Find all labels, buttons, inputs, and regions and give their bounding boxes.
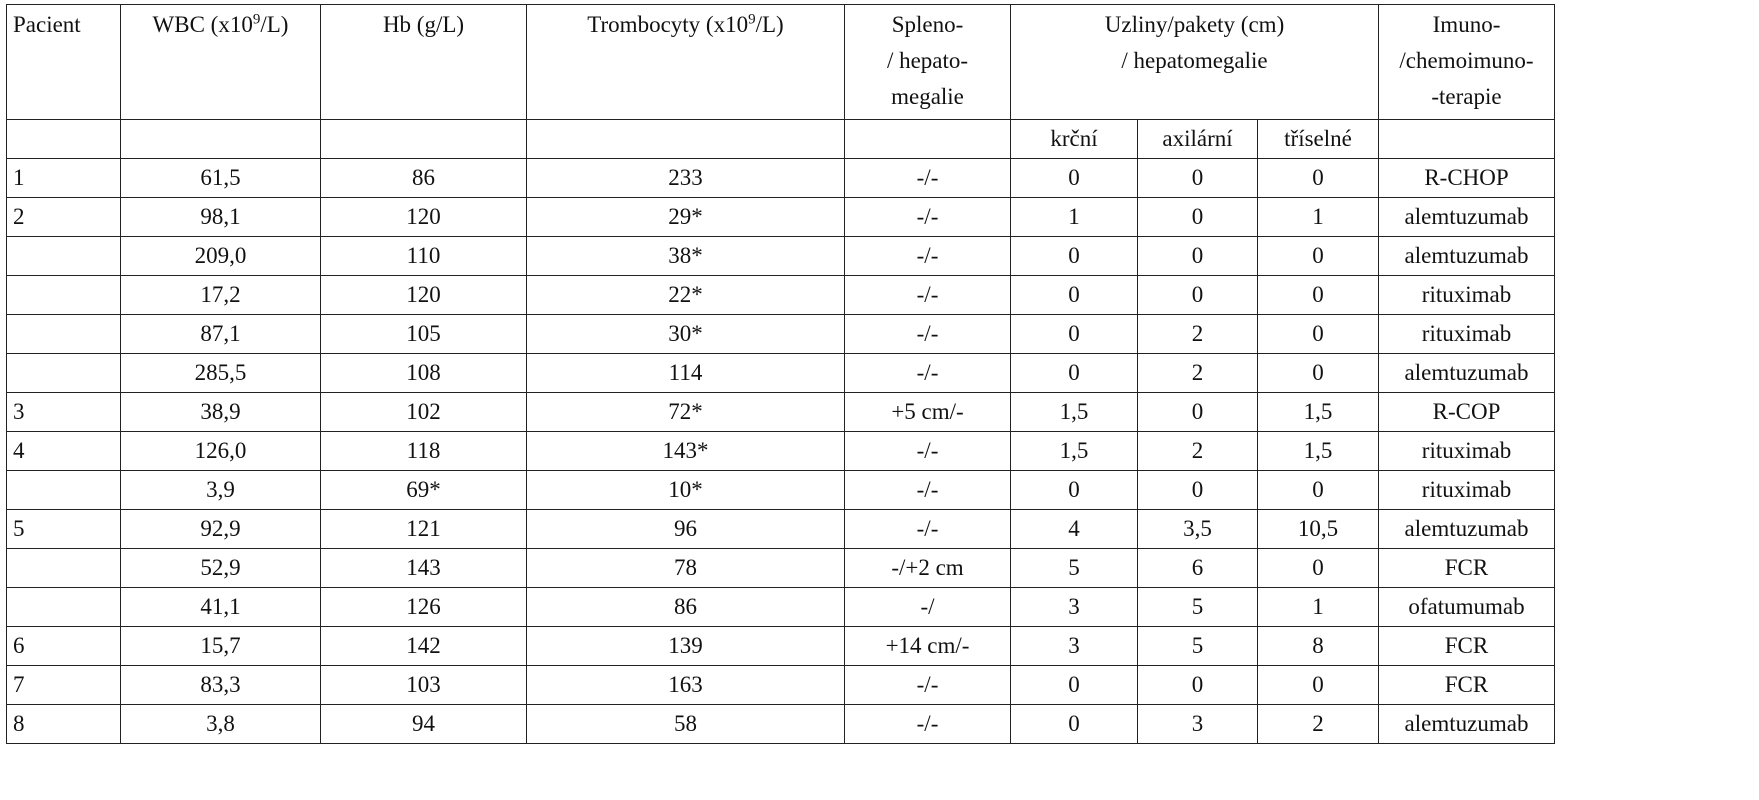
- cell-trombocyty: 78: [527, 549, 845, 588]
- cell-terapie: FCR: [1379, 666, 1555, 705]
- subheader-axilarni: axilární: [1138, 120, 1258, 159]
- cell-wbc: 3,8: [121, 705, 321, 744]
- cell-pacient: 4: [7, 432, 121, 471]
- cell-axilarni: 6: [1138, 549, 1258, 588]
- cell-axilarni: 2: [1138, 354, 1258, 393]
- cell-hb: 102: [321, 393, 527, 432]
- cell-spleno-hepatomegalie: +5 cm/-: [845, 393, 1011, 432]
- cell-pacient: [7, 549, 121, 588]
- table-row: [7, 666, 1555, 705]
- subheader-empty: [321, 120, 527, 159]
- cell-spleno-hepatomegalie: -/-: [845, 354, 1011, 393]
- cell-triselne: 1: [1258, 198, 1379, 237]
- cell-triselne: 0: [1258, 354, 1379, 393]
- cell-spleno-hepatomegalie: -/-: [845, 432, 1011, 471]
- cell-hb: 103: [321, 666, 527, 705]
- cell-pacient: 8: [7, 705, 121, 744]
- cell-krcni: 0: [1011, 159, 1138, 198]
- cell-krcni: 0: [1011, 666, 1138, 705]
- cell-trombocyty: 38*: [527, 237, 845, 276]
- table-row: [7, 315, 1555, 354]
- cell-terapie: FCR: [1379, 549, 1555, 588]
- subheader-empty: [845, 120, 1011, 159]
- cell-spleno-hepatomegalie: -/-: [845, 705, 1011, 744]
- cell-triselne: 8: [1258, 627, 1379, 666]
- cell-trombocyty: 114: [527, 354, 845, 393]
- cell-trombocyty: 163: [527, 666, 845, 705]
- cell-trombocyty: 10*: [527, 471, 845, 510]
- subheader-empty: [121, 120, 321, 159]
- table-row: [7, 705, 1555, 744]
- cell-triselne: 0: [1258, 471, 1379, 510]
- cell-triselne: 1,5: [1258, 432, 1379, 471]
- subheader-krcni: krční: [1011, 120, 1138, 159]
- cell-axilarni: 0: [1138, 666, 1258, 705]
- cell-hb: 108: [321, 354, 527, 393]
- cell-krcni: 0: [1011, 471, 1138, 510]
- cell-hb: 126: [321, 588, 527, 627]
- table-row: [7, 471, 1555, 510]
- table-row: [7, 432, 1555, 471]
- cell-krcni: 1,5: [1011, 393, 1138, 432]
- cell-terapie: R-COP: [1379, 393, 1555, 432]
- cell-spleno-hepatomegalie: -/-: [845, 471, 1011, 510]
- cell-triselne: 0: [1258, 549, 1379, 588]
- header-uzliny: Uzliny/pakety (cm) / hepatomegalie: [1011, 5, 1379, 120]
- cell-terapie: alemtuzumab: [1379, 510, 1555, 549]
- cell-axilarni: 2: [1138, 432, 1258, 471]
- cell-hb: 69*: [321, 471, 527, 510]
- cell-axilarni: 0: [1138, 159, 1258, 198]
- cell-spleno-hepatomegalie: -/-: [845, 666, 1011, 705]
- subheader-triselne: tříselné: [1258, 120, 1379, 159]
- table-row: [7, 588, 1555, 627]
- cell-terapie: rituximab: [1379, 276, 1555, 315]
- cell-axilarni: 0: [1138, 237, 1258, 276]
- cell-trombocyty: 139: [527, 627, 845, 666]
- cell-pacient: [7, 588, 121, 627]
- cell-hb: 120: [321, 276, 527, 315]
- cell-axilarni: 0: [1138, 393, 1258, 432]
- cell-spleno-hepatomegalie: -/-: [845, 510, 1011, 549]
- table-row: [7, 198, 1555, 237]
- cell-wbc: 41,1: [121, 588, 321, 627]
- cell-axilarni: 3,5: [1138, 510, 1258, 549]
- cell-axilarni: 3: [1138, 705, 1258, 744]
- cell-terapie: FCR: [1379, 627, 1555, 666]
- cell-wbc: 52,9: [121, 549, 321, 588]
- cell-krcni: 0: [1011, 276, 1138, 315]
- cell-wbc: 285,5: [121, 354, 321, 393]
- cell-krcni: 0: [1011, 705, 1138, 744]
- subheader-row: [7, 120, 1555, 159]
- table-row: [7, 276, 1555, 315]
- cell-trombocyty: 233: [527, 159, 845, 198]
- cell-axilarni: 0: [1138, 471, 1258, 510]
- subheader-empty: [527, 120, 845, 159]
- cell-terapie: alemtuzumab: [1379, 354, 1555, 393]
- cell-triselne: 0: [1258, 276, 1379, 315]
- cell-wbc: 98,1: [121, 198, 321, 237]
- cell-trombocyty: 86: [527, 588, 845, 627]
- cell-krcni: 5: [1011, 549, 1138, 588]
- cell-wbc: 87,1: [121, 315, 321, 354]
- cell-axilarni: 0: [1138, 276, 1258, 315]
- subheader-empty: [7, 120, 121, 159]
- header-wbc: WBC $(x10^9/L)$: [121, 5, 321, 120]
- cell-terapie: ofatumumab: [1379, 588, 1555, 627]
- cell-pacient: [7, 354, 121, 393]
- cell-spleno-hepatomegalie: +14 cm/-: [845, 627, 1011, 666]
- cell-pacient: [7, 237, 121, 276]
- cell-trombocyty: 96: [527, 510, 845, 549]
- cell-terapie: alemtuzumab: [1379, 237, 1555, 276]
- cell-pacient: [7, 315, 121, 354]
- table-row: [7, 237, 1555, 276]
- cell-triselne: 2: [1258, 705, 1379, 744]
- cell-terapie: rituximab: [1379, 315, 1555, 354]
- cell-hb: 121: [321, 510, 527, 549]
- cell-spleno-hepatomegalie: -/-: [845, 276, 1011, 315]
- subheader-empty: [1379, 120, 1555, 159]
- header-pacient: Pacient: [7, 5, 121, 120]
- cell-spleno-hepatomegalie: -/: [845, 588, 1011, 627]
- cell-krcni: 1: [1011, 198, 1138, 237]
- table-row: [7, 393, 1555, 432]
- cell-trombocyty: 143*: [527, 432, 845, 471]
- header-imuno: Imuno- /chemoimuno- -terapie: [1379, 5, 1555, 120]
- cell-hb: 120: [321, 198, 527, 237]
- cell-wbc: 126,0: [121, 432, 321, 471]
- cell-axilarni: 2: [1138, 315, 1258, 354]
- cell-terapie: rituximab: [1379, 432, 1555, 471]
- cell-trombocyty: 58: [527, 705, 845, 744]
- cell-hb: 110: [321, 237, 527, 276]
- cell-wbc: 17,2: [121, 276, 321, 315]
- cell-hb: 105: [321, 315, 527, 354]
- cell-hb: 143: [321, 549, 527, 588]
- header-trombocyty: Trombocyty $(x10^9/L)$: [527, 5, 845, 120]
- cell-wbc: 92,9: [121, 510, 321, 549]
- cell-spleno-hepatomegalie: -/+2 cm: [845, 549, 1011, 588]
- cell-spleno-hepatomegalie: -/-: [845, 315, 1011, 354]
- cell-triselne: 0: [1258, 159, 1379, 198]
- cell-axilarni: 0: [1138, 198, 1258, 237]
- cell-hb: 94: [321, 705, 527, 744]
- cell-triselne: 1: [1258, 588, 1379, 627]
- cell-pacient: [7, 276, 121, 315]
- table-row: [7, 549, 1555, 588]
- header-hb: Hb (g/L): [321, 5, 527, 120]
- cell-spleno-hepatomegalie: -/-: [845, 198, 1011, 237]
- table-row: [7, 354, 1555, 393]
- cell-wbc: 38,9: [121, 393, 321, 432]
- cell-pacient: 2: [7, 198, 121, 237]
- cell-spleno-hepatomegalie: -/-: [845, 159, 1011, 198]
- cell-krcni: 3: [1011, 627, 1138, 666]
- cell-terapie: R-CHOP: [1379, 159, 1555, 198]
- cell-pacient: [7, 471, 121, 510]
- cell-triselne: 0: [1258, 666, 1379, 705]
- cell-trombocyty: 29*: [527, 198, 845, 237]
- cell-krcni: 4: [1011, 510, 1138, 549]
- table-body: [7, 159, 1555, 744]
- cell-krcni: 0: [1011, 237, 1138, 276]
- cell-axilarni: 5: [1138, 588, 1258, 627]
- cell-hb: 142: [321, 627, 527, 666]
- cell-wbc: 209,0: [121, 237, 321, 276]
- header-spleno: Spleno- / hepato- megalie: [845, 5, 1011, 120]
- cell-axilarni: 5: [1138, 627, 1258, 666]
- cell-wbc: 15,7: [121, 627, 321, 666]
- cell-wbc: 61,5: [121, 159, 321, 198]
- table-wrapper: [6, 4, 1555, 744]
- cell-hb: 118: [321, 432, 527, 471]
- cell-triselne: 1,5: [1258, 393, 1379, 432]
- table-row: [7, 510, 1555, 549]
- cell-trombocyty: 22*: [527, 276, 845, 315]
- cell-triselne: 0: [1258, 237, 1379, 276]
- cell-trombocyty: 72*: [527, 393, 845, 432]
- cell-pacient: 5: [7, 510, 121, 549]
- cell-hb: 86: [321, 159, 527, 198]
- cell-pacient: 7: [7, 666, 121, 705]
- patient-table: [6, 4, 1555, 744]
- header-row: [7, 5, 1555, 120]
- cell-wbc: 83,3: [121, 666, 321, 705]
- cell-trombocyty: 30*: [527, 315, 845, 354]
- cell-triselne: 0: [1258, 315, 1379, 354]
- cell-krcni: 0: [1011, 315, 1138, 354]
- cell-pacient: 1: [7, 159, 121, 198]
- cell-terapie: rituximab: [1379, 471, 1555, 510]
- cell-krcni: 0: [1011, 354, 1138, 393]
- cell-triselne: 10,5: [1258, 510, 1379, 549]
- cell-terapie: alemtuzumab: [1379, 705, 1555, 744]
- table-row: [7, 627, 1555, 666]
- cell-krcni: 3: [1011, 588, 1138, 627]
- cell-terapie: alemtuzumab: [1379, 198, 1555, 237]
- cell-pacient: 3: [7, 393, 121, 432]
- cell-spleno-hepatomegalie: -/-: [845, 237, 1011, 276]
- cell-krcni: 1,5: [1011, 432, 1138, 471]
- cell-wbc: 3,9: [121, 471, 321, 510]
- table-row: [7, 159, 1555, 198]
- cell-pacient: 6: [7, 627, 121, 666]
